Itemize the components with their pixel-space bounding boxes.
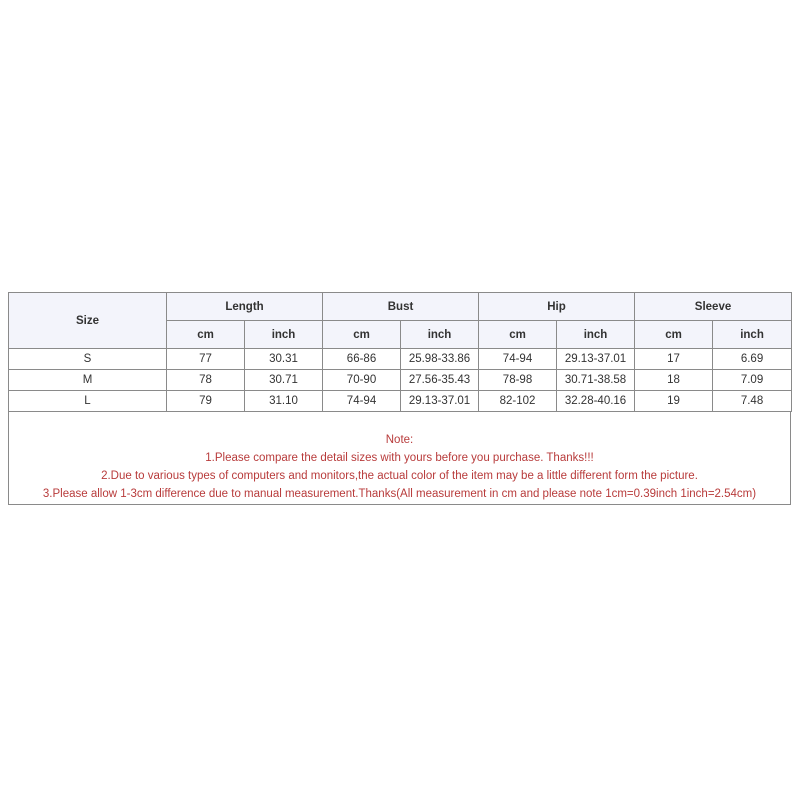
header-row-groups [9, 293, 792, 321]
unit-header: inch [713, 321, 792, 349]
unit-header: inch [557, 321, 635, 349]
size-cell: S [9, 349, 167, 370]
notes-title: Note: [385, 434, 414, 446]
table-cell: 30.71 [245, 370, 323, 391]
unit-header: inch [401, 321, 479, 349]
unit-header: cm [479, 321, 557, 349]
size-table [8, 292, 792, 412]
unit-header: inch [245, 321, 323, 349]
size-chart [8, 292, 791, 505]
table-row [9, 349, 792, 370]
table-row [9, 391, 792, 412]
table-cell: 7.48 [713, 391, 792, 412]
table-cell: 30.71-38.58 [557, 370, 635, 391]
table-cell: 74-94 [323, 391, 401, 412]
table-cell: 31.10 [245, 391, 323, 412]
table-cell: 78 [167, 370, 245, 391]
table-cell: 66-86 [323, 349, 401, 370]
table-row [9, 370, 792, 391]
table-cell: 74-94 [479, 349, 557, 370]
table-cell: 30.31 [245, 349, 323, 370]
table-cell: 25.98-33.86 [401, 349, 479, 370]
table-cell: 27.56-35.43 [401, 370, 479, 391]
table-cell: 6.69 [713, 349, 792, 370]
table-cell: 29.13-37.01 [401, 391, 479, 412]
table-cell: 82-102 [479, 391, 557, 412]
group-header-length: Length [167, 293, 323, 321]
group-header-hip: Hip [479, 293, 635, 321]
unit-header: cm [635, 321, 713, 349]
table-cell: 79 [167, 391, 245, 412]
table-cell: 29.13-37.01 [557, 349, 635, 370]
table-cell: 78-98 [479, 370, 557, 391]
table-cell: 77 [167, 349, 245, 370]
table-cell: 17 [635, 349, 713, 370]
note-line-2: 2.Due to various types of computers and monitors,the actual color of the item may be a little different form the picture. [101, 470, 698, 482]
size-header: Size [9, 293, 167, 349]
note-line-1: 1.Please compare the detail sizes with yours before you purchase. Thanks!!! [205, 452, 594, 464]
table-cell: 7.09 [713, 370, 792, 391]
group-header-sleeve: Sleeve [635, 293, 792, 321]
size-cell: M [9, 370, 167, 391]
unit-header: cm [323, 321, 401, 349]
table-cell: 70-90 [323, 370, 401, 391]
unit-header: cm [167, 321, 245, 349]
table-cell: 18 [635, 370, 713, 391]
table-cell: 32.28-40.16 [557, 391, 635, 412]
group-header-bust: Bust [323, 293, 479, 321]
notes-box [8, 412, 791, 505]
size-cell: L [9, 391, 167, 412]
note-line-3: 3.Please allow 1-3cm difference due to manual measurement.Thanks(All measurement in cm and please note 1cm=0.39inch 1inch=2.54cm) [42, 488, 757, 500]
table-cell: 19 [635, 391, 713, 412]
